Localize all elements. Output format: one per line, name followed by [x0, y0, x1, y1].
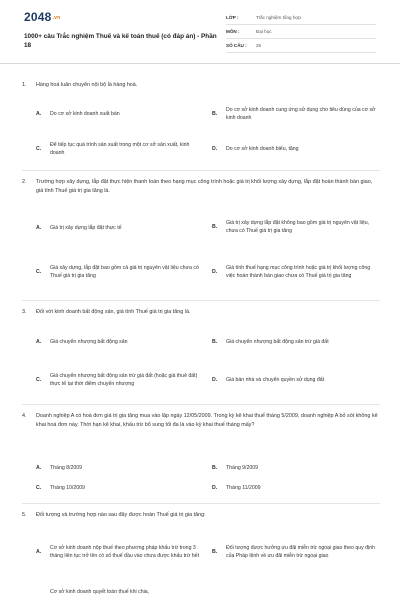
option-text: Giá chuyển nhượng bất động sản	[50, 339, 128, 345]
question-divider	[22, 404, 380, 405]
option-text: Cơ sở kinh doanh nộp thuế theo phương pháp khấu trừ trong 3 tháng liên tục trở lên có số thuế đầu vào chưa được khấu trừ hết	[50, 545, 200, 559]
question-text: Đối tượng và trường hợp nào sau đây được hoàn Thuế giá trị gia tăng:	[36, 512, 206, 518]
page-header	[0, 0, 400, 64]
question-divider	[22, 300, 380, 301]
answer-option-3d[interactable]	[212, 372, 380, 388]
answer-option-4d[interactable]	[212, 482, 380, 494]
option-letter: B.	[212, 111, 218, 117]
answer-option-2d[interactable]	[212, 255, 380, 289]
meta-row-count	[226, 39, 376, 53]
question-4	[22, 412, 380, 430]
question-stem	[22, 308, 380, 317]
option-letter: A.	[36, 111, 42, 117]
question-divider	[22, 170, 380, 171]
option-letter: A.	[36, 465, 42, 471]
option-text: Giá chuyển nhượng bất động sản trừ giá đất (hoặc giá thuê đất) thực tế tại thời điểm chuyển nhượng	[50, 373, 198, 387]
option-text: Do cơ sở kinh doanh cung ứng sử dụng cho tiêu dùng của cơ sở kinh doanh	[226, 107, 376, 121]
document-meta	[226, 11, 376, 53]
meta-value: 25	[256, 43, 262, 48]
question-divider	[22, 503, 380, 504]
answer-option-4c[interactable]	[36, 482, 204, 494]
option-letter: D.	[212, 485, 218, 491]
answer-option-4b[interactable]	[212, 462, 380, 474]
meta-label: LỚP :	[226, 15, 239, 20]
question-text: Trường hợp xây dựng, lắp đặt thực hiện thanh toán theo hạng mục công trình hoặc giá trị khối lượng xây dựng, lắp đặt hoàn thành bàn giao, giá tính Thuế giá trị gia tăng là.	[36, 179, 373, 194]
option-letter: D.	[212, 146, 218, 152]
option-text: Giá xây dựng, lắp đặt bao gồm cả giá trị nguyên vật liệu chưa có Thuế giá trị gia tăng	[50, 265, 199, 279]
answer-option-1c[interactable]	[36, 136, 204, 162]
meta-value: Đại học	[256, 29, 272, 34]
answer-option-4a[interactable]	[36, 462, 204, 474]
option-text: Giá bán nhà và chuyển quyền sử dụng đất	[226, 377, 325, 383]
question-text: Hàng hoá luân chuyển nội bộ là hàng hoá.	[36, 82, 138, 88]
question-number: 1.	[22, 82, 27, 88]
meta-label: MÔN :	[226, 29, 240, 34]
question-stem	[22, 412, 380, 430]
answer-option-1a[interactable]	[36, 106, 204, 122]
answer-option-3c[interactable]	[36, 363, 204, 397]
option-letter: C.	[36, 269, 42, 275]
answer-option-1b[interactable]	[212, 101, 380, 127]
option-letter: C.	[36, 377, 42, 383]
option-letter: D.	[212, 269, 218, 275]
option-text: Tháng 11/2009	[226, 485, 261, 491]
answer-option-2c[interactable]	[36, 255, 204, 289]
site-logo[interactable]	[24, 10, 60, 24]
option-letter: A.	[36, 549, 42, 555]
question-number: 5.	[22, 512, 27, 518]
option-text: Giá trị xây dựng lắp đặt thực tế	[50, 225, 122, 231]
question-number: 2.	[22, 179, 27, 185]
meta-row-class	[226, 11, 376, 25]
meta-value: Trắc nghiệm tổng hợp	[256, 15, 301, 20]
meta-row-subject	[226, 25, 376, 39]
option-text: Do cơ sở kinh doanh biếu, tặng	[226, 146, 299, 152]
option-text: Giá trị xây dựng lắp đặt không bao gồm giá trị nguyên vật liệu, chưa có Thuế giá trị gia tăng	[226, 220, 370, 234]
question-3	[22, 308, 380, 317]
option-letter: C.	[36, 146, 42, 152]
answer-option-1d[interactable]	[212, 141, 380, 157]
option-letter: A.	[36, 225, 42, 231]
question-2	[22, 178, 380, 196]
answer-option-2a[interactable]	[36, 220, 204, 236]
question-stem	[22, 178, 380, 196]
question-number: 3.	[22, 309, 27, 315]
question-text: Đối với kinh doanh bất động sản, giá tính Thuế giá trị gia tăng là.	[36, 309, 191, 315]
option-letter: A.	[36, 339, 42, 345]
question-stem	[22, 511, 380, 520]
option-letter: B.	[212, 465, 218, 471]
question-text: Doanh nghiệp A có hoá đơn giá trị gia tăng mua vào lập ngày 12/05/2009. Trong kỳ kê khai thuế tháng 5/2009, doanh nghiệp A bỏ sót không kê khai hoá đơn này. Thời hạn kê khai, khấu trừ bổ sung tối đa là vào kỳ khai thuế tháng mấy?	[36, 413, 378, 428]
option-letter: B.	[212, 339, 218, 345]
option-text: Tháng 9/2009	[226, 465, 259, 471]
answer-option-5c[interactable]	[36, 586, 204, 598]
document-title: 1000+ câu Trắc nghiệm Thuế và kế toán thuế (có đáp án) - Phần 18	[24, 33, 217, 49]
option-text: Để tiếp tục quá trình sản xuất trong một cơ sở sản xuất, kinh doanh	[50, 142, 190, 156]
option-text: Tháng 8/2009	[50, 465, 83, 471]
option-letter: B.	[212, 549, 218, 555]
meta-label: SỐ CÂU :	[226, 43, 247, 48]
option-text: Tháng 10/2009	[50, 485, 85, 491]
question-1	[22, 81, 380, 90]
option-text: Do cơ sở kinh doanh xuất bán	[50, 111, 120, 117]
answer-option-2b[interactable]	[212, 210, 380, 244]
option-letter: B.	[212, 224, 218, 230]
option-text: Giá chuyển nhượng bất động sản trừ giá đất	[226, 339, 329, 345]
answer-option-3b[interactable]	[212, 329, 380, 355]
question-5	[22, 511, 380, 520]
logo-suffix: .vn	[52, 14, 61, 21]
question-number: 4.	[22, 413, 27, 419]
option-text: Đối tượng được hưởng ưu đãi miễn trừ ngoại giao theo quy định của Pháp lệnh về ưu đãi miễn trừ ngoại giao	[226, 545, 375, 559]
option-letter: C.	[36, 485, 42, 491]
answer-option-5b[interactable]	[212, 539, 380, 565]
logo-text: 2048	[24, 10, 52, 24]
option-text: Giá tính thuế hạng mục công trình hoặc giá trị khối lượng công việc hoàn thành bàn giao chưa có Thuế giá trị gia tăng	[226, 265, 371, 279]
option-letter: D.	[212, 377, 218, 383]
question-stem	[22, 81, 380, 90]
option-text: Cơ sở kinh doanh quyết toán thuế khi chia,	[50, 589, 150, 595]
answer-option-3a[interactable]	[36, 334, 204, 350]
answer-option-5a[interactable]	[36, 531, 204, 573]
